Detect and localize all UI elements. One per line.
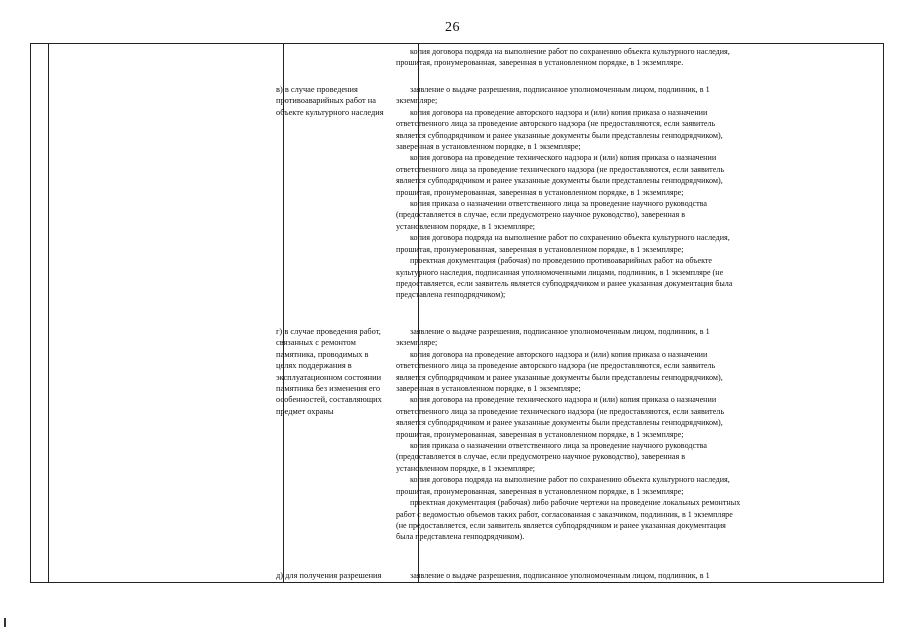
- section-d-text: [396, 570, 850, 581]
- text-line: (предоставляется в случае, если предусмотрено научное руководство), заверенная в: [396, 210, 686, 220]
- text-line: является субподрядчиком и ранее указанные документы были представлены генподрядчиком),: [396, 176, 723, 186]
- text-line: представлена генподрядчиком);: [396, 290, 506, 300]
- text-line: заверенная в установленном порядке, в 1 экземпляре;: [396, 142, 581, 152]
- text-line: копия договора на проведение авторского надзора и (или) копия приказа о назначении: [410, 349, 708, 359]
- text-line: копия приказа о назначении ответственного лица за проведение научного руководства: [410, 199, 707, 209]
- label-line: памятника, проводимых в: [276, 349, 369, 359]
- column-divider-2: [283, 43, 284, 583]
- label-line: памятника без изменения его: [276, 384, 381, 394]
- text-line: установленном порядке, в 1 экземпляре;: [396, 463, 536, 473]
- text-line: (не предоставляется, если заявитель является субподрядчиком и ранее указанная документация: [396, 520, 726, 530]
- table-bottom-border: [30, 582, 884, 583]
- section-d-label: [276, 570, 416, 581]
- text-line: копия договора на проведение технического надзора и (или) копия приказа о назначении: [410, 395, 717, 405]
- section-continuation: [396, 46, 850, 69]
- text-line: заверенная в установленном порядке, в 1 экземпляре;: [396, 384, 581, 394]
- section-g-label: [276, 326, 416, 417]
- margin-mark: [4, 618, 6, 627]
- text-line: ответственного лица за проведение технического надзора (не предоставляются, если заявитель: [396, 406, 725, 416]
- section-g-text: [396, 326, 850, 543]
- text-line: копия договора на проведение авторского надзора и (или) копия приказа о назначении: [410, 107, 708, 117]
- text-line: культурного наследия, подписанная уполномоченными лицами, подлинник, в 1 экземпляре (не: [396, 267, 724, 277]
- text-line: является субподрядчиком и ранее указанные документы были представлены генподрядчиком),: [396, 372, 723, 382]
- text-line: ответственного лица за проведение технического надзора (не предоставляются, если заявитель: [396, 164, 725, 174]
- text-line: копия договора подряда на выполнение работ по сохранению объекта культурного наследия,: [410, 233, 730, 243]
- text-line: копия договора подряда на выполнение работ по сохранению объекта культурного наследия,: [410, 475, 730, 485]
- table-top-border: [30, 43, 884, 44]
- label-line: объекте культурного наследия: [276, 107, 384, 117]
- text-line: предоставляется, если заявитель является субподрядчиком и ранее указанная документация была: [396, 278, 733, 288]
- label-line: д) для получения разрешения: [276, 571, 382, 580]
- text-line: была представлена генподрядчиком).: [396, 532, 525, 542]
- text-line: ответственного лица за проведение авторского надзора (не предоставляются, если заявитель: [396, 119, 716, 129]
- text-line: установленном порядке, в 1 экземпляре;: [396, 221, 536, 231]
- text-line: копия приказа о назначении ответственного лица за проведение научного руководства: [410, 441, 707, 451]
- label-line: противоаварийных работ на: [276, 96, 376, 106]
- label-line: в) в случае проведения: [276, 85, 358, 94]
- label-line: связанных с ремонтом: [276, 338, 356, 348]
- text-line: экземпляре;: [396, 338, 438, 348]
- text-line: работ с ведомостью объемов таких работ, согласованная с заказчиком, подлинник, в 1 экземпляре: [396, 509, 733, 519]
- text-line: является субподрядчиком и ранее указанные документы были представлены генподрядчиком),: [396, 418, 723, 428]
- text-line: (предоставляется в случае, если предусмотрено научное руководство), заверенная в: [396, 452, 686, 462]
- text-line: копия договора на проведение технического надзора и (или) копия приказа о назначении: [410, 153, 717, 163]
- column-divider-1: [48, 43, 49, 583]
- text-line: проектная документация (рабочая) по проведению противоаварийных работ на объекте: [410, 256, 713, 266]
- label-line: предмет охраны: [276, 406, 334, 416]
- label-line: целях поддержания в: [276, 361, 352, 371]
- text-line: прошитая, пронумерованная, заверенная в установленном порядке, в 1 экземпляре.: [396, 58, 684, 68]
- text-line: прошитая, пронумерованная, заверенная в установленном порядке, в 1 экземпляре;: [396, 187, 684, 197]
- label-line: г) в случае проведения работ,: [276, 327, 381, 336]
- text-line: заявление о выдаче разрешения, подписанное уполномоченным лицом, подлинник, в 1: [410, 85, 710, 94]
- text-line: прошитая, пронумерованная, заверенная в установленном порядке, в 1 экземпляре;: [396, 429, 684, 439]
- text-line: копия договора подряда на выполнение работ по сохранению объекта культурного наследия,: [410, 47, 730, 56]
- text-line: заявление о выдаче разрешения, подписанное уполномоченным лицом, подлинник, в 1: [410, 327, 710, 336]
- section-v-label: [276, 84, 416, 118]
- text-line: является субподрядчиком и ранее указанные документы были представлены генподрядчиком),: [396, 130, 723, 140]
- label-line: особенностей, составляющих: [276, 395, 382, 405]
- table-left-border: [30, 43, 31, 583]
- text-line: прошитая, пронумерованная, заверенная в установленном порядке, в 1 экземпляре;: [396, 244, 684, 254]
- label-line: эксплуатационном состоянии: [276, 372, 382, 382]
- page-number: 26: [445, 20, 460, 35]
- text-line: прошитая, пронумерованная, заверенная в установленном порядке, в 1 экземпляре;: [396, 486, 684, 496]
- text-line: заявление о выдаче разрешения, подписанное уполномоченным лицом, подлинник, в 1: [410, 571, 710, 580]
- text-line: ответственного лица за проведение авторского надзора (не предоставляются, если заявитель: [396, 361, 716, 371]
- text-line: проектная документация (рабочая) либо рабочие чертежи на проведение локальных ремонтных: [410, 498, 741, 508]
- section-v-text: [396, 84, 850, 301]
- text-line: экземпляре;: [396, 96, 438, 106]
- table-right-border: [883, 43, 884, 583]
